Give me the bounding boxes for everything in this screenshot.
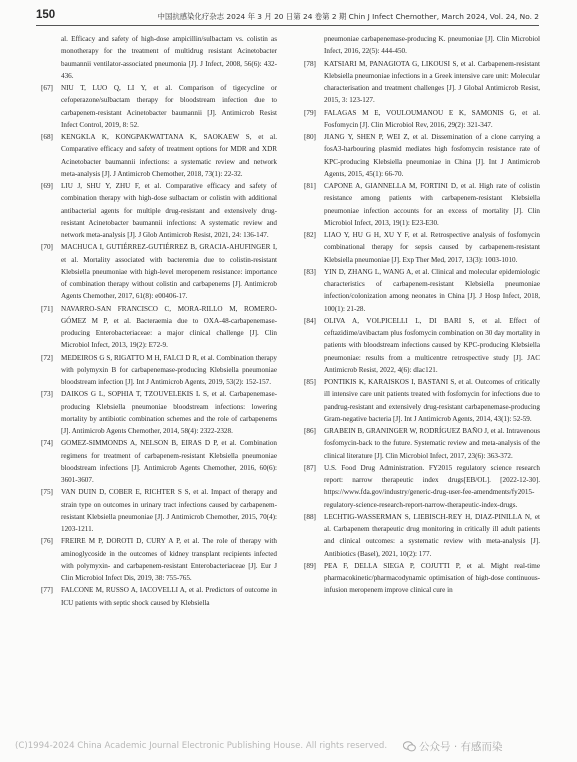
page-number: 150 [36, 9, 56, 21]
reference-entry [304, 131, 540, 180]
reference-text: DAIKOS G L, SOPHIA T, TZOUVELEKIS L S, et al. Carbapenemase-producing Klebsiella pneumoniae bloodstream infections: lowering mortality by antibiotic combination schemes and the role of carbapenems [J]. Antimicrob Agents Chemother, 2014, 58(4): 2322-2328. [61, 390, 277, 435]
reference-number: [87] [304, 463, 316, 472]
reference-entry [304, 425, 540, 462]
reference-number: [73] [41, 390, 53, 399]
reference-text: FREIRE M P, DOROTI D, CURY A P, et al. The role of therapy with aminoglycoside in the outcomes of kidney transplant recipients infected with polymyxin- and carbapenem-resistant Enterobacteriaceae [J]. Eur J Clin Microbiol Infect Dis, 2019, 38: 755-765. [61, 537, 277, 582]
reference-text: VAN DUIN D, COBER E, RICHTER S S, et al. Impact of therapy and strain type on outcomes in urinary tract infections caused by carbapenem-resistant Klebsiella pneumoniae [J]. J Antimicrob Chemother, 2015, 70(4): 1203-1211. [61, 488, 277, 533]
reference-entry [304, 58, 540, 107]
reference-entry [41, 82, 277, 131]
right-reference-column [304, 33, 540, 597]
reference-number: [76] [41, 537, 53, 546]
reference-text: LECHTIG-WASSERMAN S, LIEBISCH-REY H, DIAZ-PINILLA N, et al. Carbapenem therapeutic drug monitoring in critically ill adult patients and clinical outcomes: a systematic review with meta-analysis [J]. Antibiotics (Basel), 2021, 10(2): 177. [324, 512, 540, 558]
left-reference-column [41, 33, 277, 609]
reference-number: [77] [41, 586, 53, 595]
reference-number: [69] [41, 182, 53, 190]
reference-entry [304, 560, 540, 597]
reference-number: [81] [304, 182, 316, 190]
copyright-footer: (C)1994-2024 China Academic Journal Electronic Publishing House. All rights reserved. [15, 741, 388, 751]
reference-text: CAPONE A, GIANNELLA M, FORTINI D, et al. High rate of colistin resistance among patients with carbapenem-resistant Klebsiella pneumoniae infection accounts for an excess of mortality [J]. Clin Microbiol Infect, 2013, 19(1): E23-E30. [324, 182, 540, 227]
reference-number: [88] [304, 512, 316, 521]
header-rule [36, 25, 539, 26]
reference-text: NAVARRO-SAN FRANCISCO C, MORA-RILLO M, ROMERO-GÓMEZ M P, et al. Bacteraemia due to OXA-48-carbapenemase-producing Enterobacteriaceae: a major clinical challenge [J]. Clin Microbiol Infect, 2013, 19(2): E72-9. [61, 304, 277, 350]
page-header [0, 0, 577, 26]
reference-text: PEA F, DELLA SIEGA P, COJUTTI P, et al. Might real-time pharmacokinetic/pharmacodynamic optimisation of high-dose continuous-infusion meropenem improve clinical cure in [324, 561, 540, 595]
reference-entry [304, 315, 540, 376]
reference-number: [79] [304, 108, 316, 117]
reference-entry [304, 180, 540, 229]
reference-entry [304, 511, 540, 560]
reference-entry [41, 180, 277, 241]
journal-running-head: 中国抗感染化疗杂志 2024 年 3 月 20 日第 24 卷第 2 期 Chin J Infect Chemother, March 2024, Vol. 24, No. 2 [157, 12, 539, 21]
wechat-icon [403, 741, 416, 752]
reference-text: MACHUCA I, GUTIÉRREZ-GUTIÉRREZ B, GRACIA-AHUFINGER I, et al. Mortality associated with bacteremia due to colistin-resistant Klebsiella pneumoniae with high-level meropenem resistance: importance of combination therapy without colistin and carbapenems [J]. Antimicrob Agents Chemother, 2017, 61(8): e00406-17. [61, 243, 277, 301]
reference-entry [41, 437, 277, 486]
reference-number: [72] [41, 353, 53, 362]
reference-entry [304, 229, 540, 266]
reference-text: LIU J, SHU Y, ZHU F, et al. Comparative efficacy and safety of combination therapy with high-dose sulbactam or colistin with additional antibacterial agents for multiple drug-resistant and extensively drug-resistant Acinetobacter baumannii infections: A systematic review and network meta-analysis [J]. J Glob Antimicrob Resist, 2021, 24: 136-147. [61, 182, 277, 239]
reference-entry [304, 376, 540, 425]
reference-entry [41, 241, 277, 302]
reference-number: [84] [304, 316, 316, 325]
reference-number: [86] [304, 427, 316, 435]
reference-text: pneumoniae carbapenemase-producing K. pneumoniae [J]. Clin Microbiol Infect, 2016, 22(5): 444-450. [324, 35, 540, 56]
watermark [403, 739, 503, 754]
reference-text: YIN D, ZHANG L, WANG A, et al. Clinical and molecular epidemiologic characteristics of carbapenem-resistant Klebsiella pneumoniae infection/colonization among neonates in China [J]. J Hosp Infect, 2018, 100(1): 21-28. [324, 267, 540, 313]
reference-text: U.S. Food Drug Administration. FY2015 regulatory science research report: narrow therapeutic index drugs[EB/OL]. [2022-12-30]. https://www.fda.gov/industry/generic-drug-user-fee-amendments/fy2015-regulatory-science-research-report-narrow-therapeutic-index-drugs. [324, 463, 540, 509]
reference-entry [41, 33, 277, 82]
reference-text: GRABEIN B, GRANINGER W, RODRÍGUEZ BAÑO J, et al. Intravenous fosfomycin-back to the future. Systematic review and meta-analysis of the clinical literature [J]. Clin Microbiol Infect, 2017, 23(6): 363-372. [324, 427, 540, 460]
reference-entry [304, 462, 540, 511]
reference-entry [41, 303, 277, 352]
watermark-text: 公众号 · 有感而染 [419, 741, 503, 753]
reference-number: [78] [304, 59, 316, 68]
reference-number: [71] [41, 304, 53, 313]
reference-number: [70] [41, 243, 53, 252]
reference-number: [67] [41, 84, 53, 92]
reference-text: OLIVA A, VOLPICELLI L, DI BARI S, et al. Effect of ceftazidime/avibactam plus fosfomycin combination on 30 day mortality in patients with bloodstream infections caused by KPC-producing Klebsiella pneumoniae: results from a multicentre retrospective study [J]. JAC Antimicrob Resist, 2022, 4(6): dlac121. [324, 316, 540, 374]
reference-text: JIANG Y, SHEN P, WEI Z, et al. Dissemination of a clone carrying a fosA3-harbouring plasmid mediates high fosfomycin resistance rate of KPC-producing Klebsiella pneumoniae in China [J]. Int J Antimicrob Agents, 2015, 45(1): 66-70. [324, 133, 540, 178]
reference-text: FALAGAS M E, VOULOUMANOU E K, SAMONIS G, et al. Fosfomycin [J]. Clin Microbiol Rev, 2016, 29(2): 321-347. [324, 108, 540, 129]
reference-text: PONTIKIS K, KARAISKOS I, BASTANI S, et al. Outcomes of critically ill intensive care unit patients treated with fosfomycin for infections due to pandrug-resistant and extensively drug-resistant carbapenemase-producing Gram-negative bacteria [J]. Int J Antimicrob Agents, 2014, 43(1): 52-59. [324, 378, 540, 423]
reference-text: KATSIARI M, PANAGIOTA G, LIKOUSI S, et al. Carbapenem-resistant Klebsiella pneumoniae infections in a Greek intensive care unit: Molecular characterisation and treatment challenges [J]. J Global Antimicrob Resist, 2015, 3: 123-127. [324, 59, 540, 105]
reference-number: [74] [41, 439, 53, 448]
reference-entry [41, 388, 277, 437]
reference-number: [85] [304, 378, 316, 386]
reference-number: [75] [41, 488, 53, 497]
reference-text: LIAO Y, HU G H, XU Y F, et al. Retrospective analysis of fosfomycin combinational therapy for sepsis caused by carbapenem-resistant Klebsiella pneumoniae [J]. Exp Ther Med, 2017, 13(3): 1003-1010. [324, 231, 540, 264]
reference-entry [41, 352, 277, 389]
reference-text: KENGKLA K, KONGPAKWATTANA K, SAOKAEW S, et al. Comparative efficacy and safety of treatment options for MDR and XDR Acinetobacter baumannii infections: a systematic review and network meta-analysis [J]. J Antimicrob Chemother, 2018, 73(1): 22-32. [61, 133, 277, 178]
reference-text: GOMEZ-SIMMONDS A, NELSON B, EIRAS D P, et al. Combination regimens for treatment of carbapenem-resistant Klebsiella pneumoniae bloodstream infections [J]. Antimicrob Agents Chemother, 2016, 60(6): 3601-3607. [61, 439, 277, 484]
reference-text: al. Efficacy and safety of high-dose ampicillin/sulbactam vs. colistin as monotherapy for the treatment of multidrug resistant Acinetobacter baumannii ventilator-associated pneumonia [J]. J Infect, 2008, 56(6): 432-436. [61, 35, 277, 80]
reference-entry [304, 107, 540, 132]
reference-number: [82] [304, 231, 316, 239]
reference-text: FALCONE M, RUSSO A, IACOVELLI A, et al. Predictors of outcome in ICU patients with septic shock caused by Klebsiella [61, 586, 277, 607]
reference-text: NIU T, LUO Q, LI Y, et al. Comparison of tigecycline or cefoperazone/sulbactam therapy for bloodstream infection due to carbapenem-resistant Acinetobacter baumannii [J]. Antimicrob Resist Infect Control, 2019, 8: 52. [61, 84, 277, 129]
reference-entry [41, 584, 277, 609]
reference-entry [41, 486, 277, 535]
reference-number: [68] [41, 133, 53, 141]
reference-number: [83] [304, 267, 316, 276]
reference-entry [304, 33, 540, 58]
reference-entry [41, 131, 277, 180]
reference-number: [80] [304, 133, 316, 141]
reference-entry [304, 266, 540, 315]
reference-entry [41, 535, 277, 584]
reference-number: [89] [304, 561, 316, 570]
reference-text: MEDEIROS G S, RIGATTO M H, FALCI D R, et al. Combination therapy with polymyxin B for carbapenemase-producing Klebsiella pneumoniae bloodstream infection [J]. Int J Antimicrob Agents, 2019, 53(2): 152-157. [61, 353, 277, 386]
